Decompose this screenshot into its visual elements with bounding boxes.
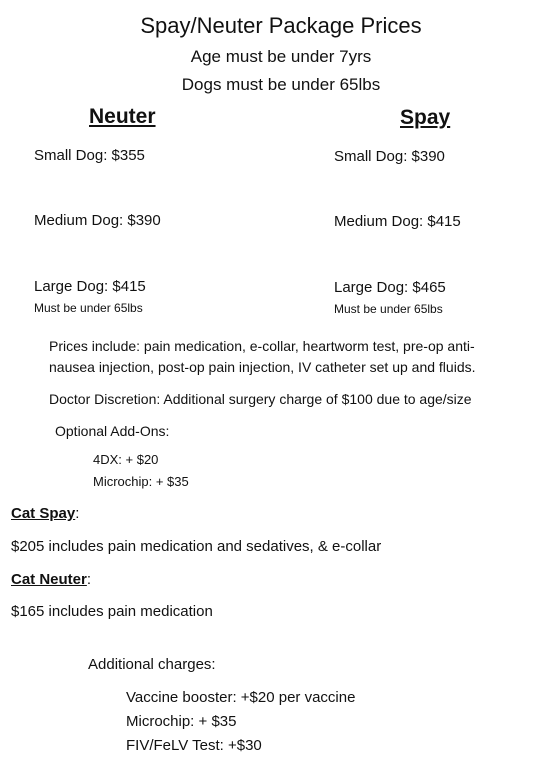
cat-neuter-heading	[11, 571, 91, 588]
cat-spay-heading-colon: :	[75, 505, 80, 522]
spay-heading: Spay	[400, 106, 451, 129]
addon-4dx: 4DX: + $20	[93, 452, 159, 467]
neuter-large-dog-note: Must be under 65lbs	[34, 301, 143, 315]
cat-spay-price-text: $205 includes pain medication and sedatives, & e-collar	[11, 538, 382, 555]
additional-charges-heading: Additional charges:	[88, 656, 216, 673]
cat-spay-heading-label: Cat Spay	[11, 505, 76, 522]
additional-fiv-felv-test: FIV/FeLV Test: +$30	[126, 737, 262, 754]
neuter-medium-dog-price: Medium Dog: $390	[34, 212, 161, 229]
spay-small-dog-price: Small Dog: $390	[334, 148, 445, 165]
neuter-small-dog-price: Small Dog: $355	[34, 147, 145, 164]
neuter-large-dog-price: Large Dog: $415	[34, 278, 146, 295]
age-requirement: Age must be under 7yrs	[190, 47, 372, 66]
optional-addons-heading: Optional Add-Ons:	[55, 423, 170, 439]
additional-vaccine-booster: Vaccine booster: +$20 per vaccine	[126, 689, 356, 706]
cat-neuter-heading-label: Cat Neuter	[11, 571, 87, 588]
cat-spay-heading	[11, 505, 79, 522]
spay-large-dog-price: Large Dog: $465	[334, 279, 446, 296]
additional-microchip: Microchip: + $35	[126, 713, 237, 730]
page-title: Spay/Neuter Package Prices	[140, 13, 422, 38]
spay-large-dog-note: Must be under 65lbs	[334, 302, 443, 316]
cat-neuter-heading-colon: :	[86, 571, 92, 588]
spay-medium-dog-price: Medium Dog: $415	[334, 213, 461, 230]
prices-include-text: Prices include: pain medication, e-collar, heartworm test, pre-op anti-nausea injection, post-op pain injection, IV catheter set up and fluids.	[49, 338, 476, 375]
weight-requirement: Dogs must be under 65lbs	[181, 75, 381, 94]
addon-microchip: Microchip: + $35	[93, 474, 189, 489]
neuter-heading: Neuter	[89, 105, 156, 128]
cat-neuter-price-text: $165 includes pain medication	[11, 603, 213, 620]
doctor-discretion-text: Doctor Discretion: Additional surgery charge of $100 due to age/size	[49, 391, 472, 407]
